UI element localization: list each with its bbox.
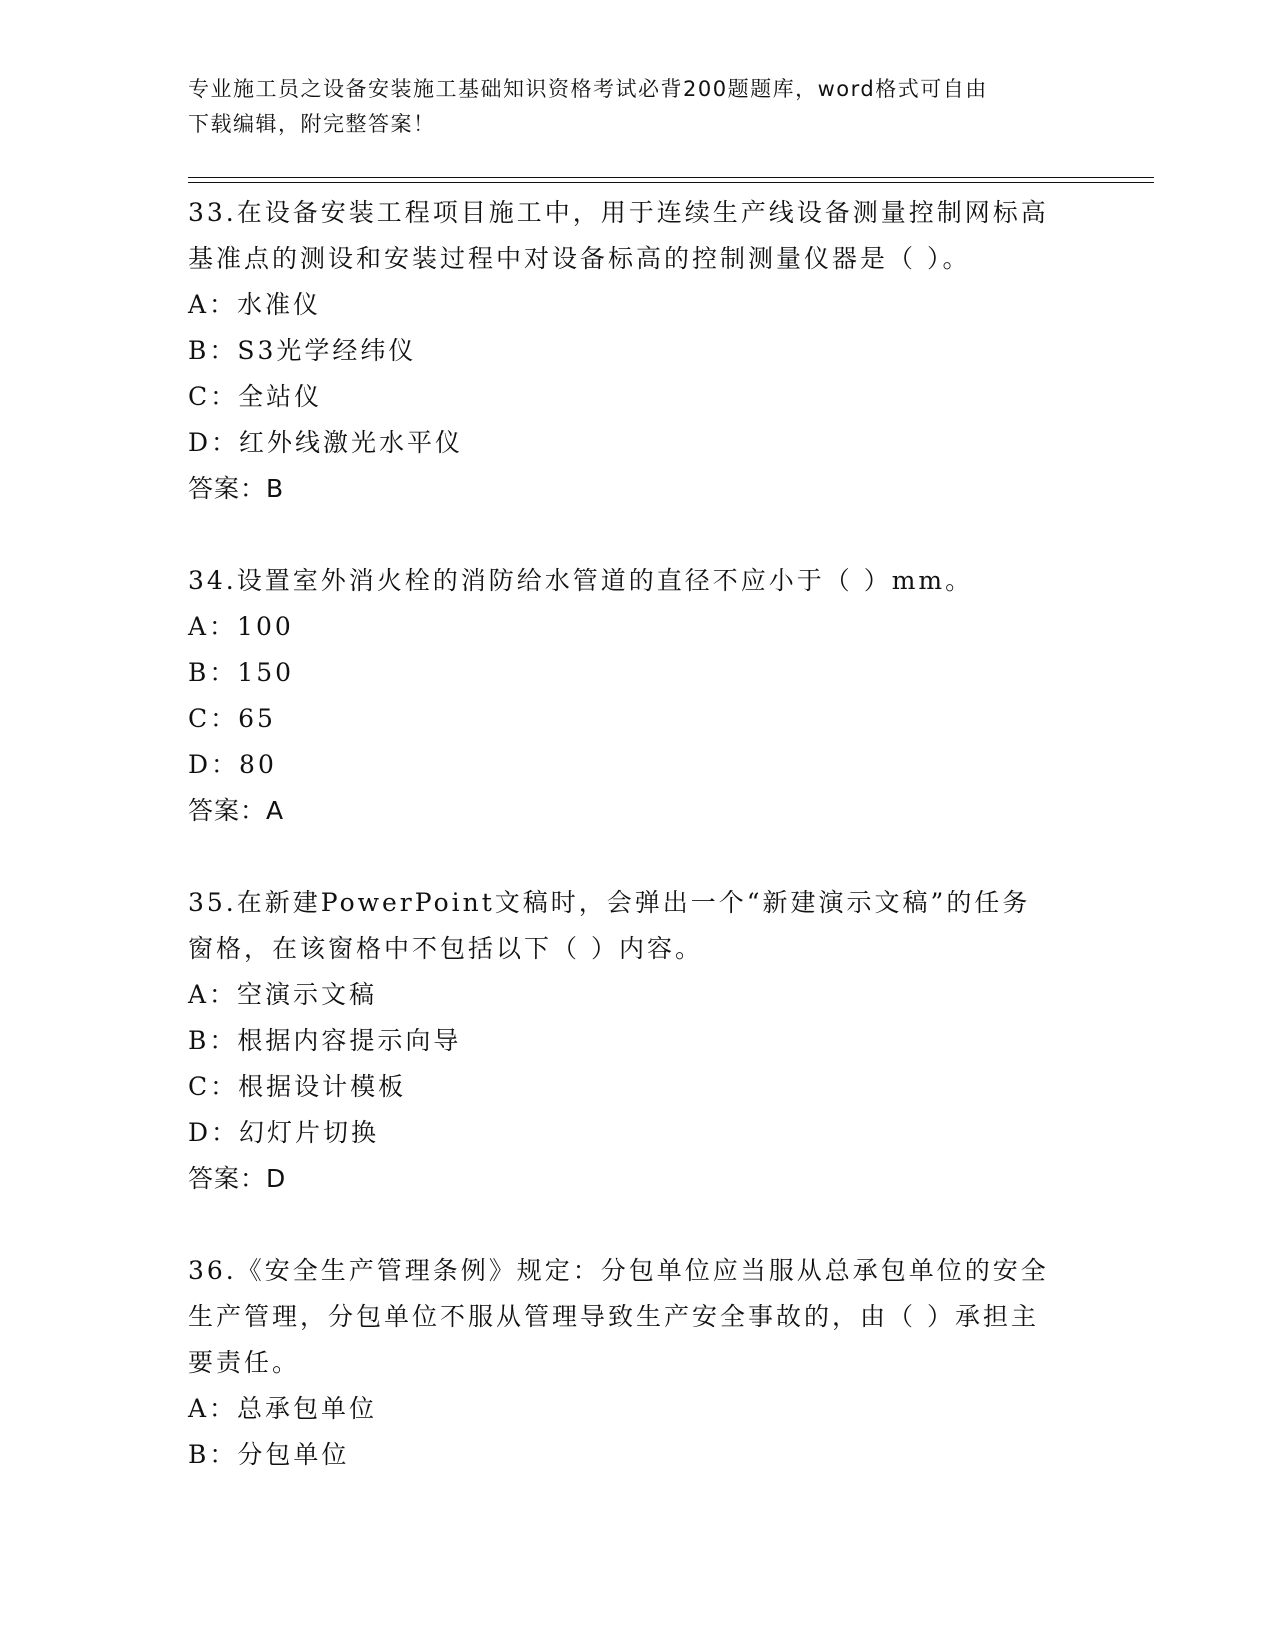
option-a: A：100 xyxy=(188,612,294,641)
option-a: A：空演示文稿 xyxy=(188,980,378,1009)
question-stem-line: 要责任。 xyxy=(188,1348,301,1377)
question-stem-line: 34.设置室外消火栓的消防给水管道的直径不应小于（ ）mm。 xyxy=(188,566,974,595)
question-stem-line: 生产管理，分包单位不服从管理导致生产安全事故的，由（ ）承担主 xyxy=(188,1302,1039,1331)
question-36 xyxy=(188,1248,1088,1478)
question-stem-line: 窗格，在该窗格中不包括以下（ ）内容。 xyxy=(188,934,703,963)
answer-text: 答案：B xyxy=(188,474,285,503)
question-stem-line: 36.《安全生产管理条例》规定：分包单位应当服从总承包单位的安全 xyxy=(188,1256,1049,1285)
option-b: B：分包单位 xyxy=(188,1440,350,1469)
header-divider-top xyxy=(188,177,1154,178)
question-list xyxy=(188,190,1088,1478)
question-34 xyxy=(188,558,1088,834)
document-header xyxy=(188,72,1068,142)
option-d: D：红外线激光水平仪 xyxy=(188,428,464,457)
option-b: B：根据内容提示向导 xyxy=(188,1026,462,1055)
answer-text: 答案：D xyxy=(188,1164,287,1193)
question-stem-line: 35.在新建PowerPoint文稿时，会弹出一个“新建演示文稿”的任务 xyxy=(188,888,1031,917)
option-d: D：幻灯片切换 xyxy=(188,1118,380,1147)
option-d: D：80 xyxy=(188,750,277,779)
option-c: C：65 xyxy=(188,704,276,733)
answer-text: 答案：A xyxy=(188,796,285,825)
question-stem-line: 基准点的测设和安装过程中对设备标高的控制测量仪器是（ ）。 xyxy=(188,244,971,273)
header-line-2: 下载编辑，附完整答案！ xyxy=(188,112,436,136)
option-c: C：全站仪 xyxy=(188,382,323,411)
header-line-1: 专业施工员之设备安装施工基础知识资格考试必背200题题库，word格式可自由 xyxy=(188,77,988,101)
option-a: A：总承包单位 xyxy=(188,1394,378,1423)
question-35 xyxy=(188,880,1088,1202)
question-stem-line: 33.在设备安装工程项目施工中，用于连续生产线设备测量控制网标高 xyxy=(188,198,1049,227)
question-33 xyxy=(188,190,1088,512)
option-a: A：水准仪 xyxy=(188,290,322,319)
option-b: B：150 xyxy=(188,658,295,687)
option-b: B：S3光学经纬仪 xyxy=(188,336,417,365)
option-c: C：根据设计模板 xyxy=(188,1072,407,1101)
header-divider-bottom xyxy=(188,182,1154,183)
